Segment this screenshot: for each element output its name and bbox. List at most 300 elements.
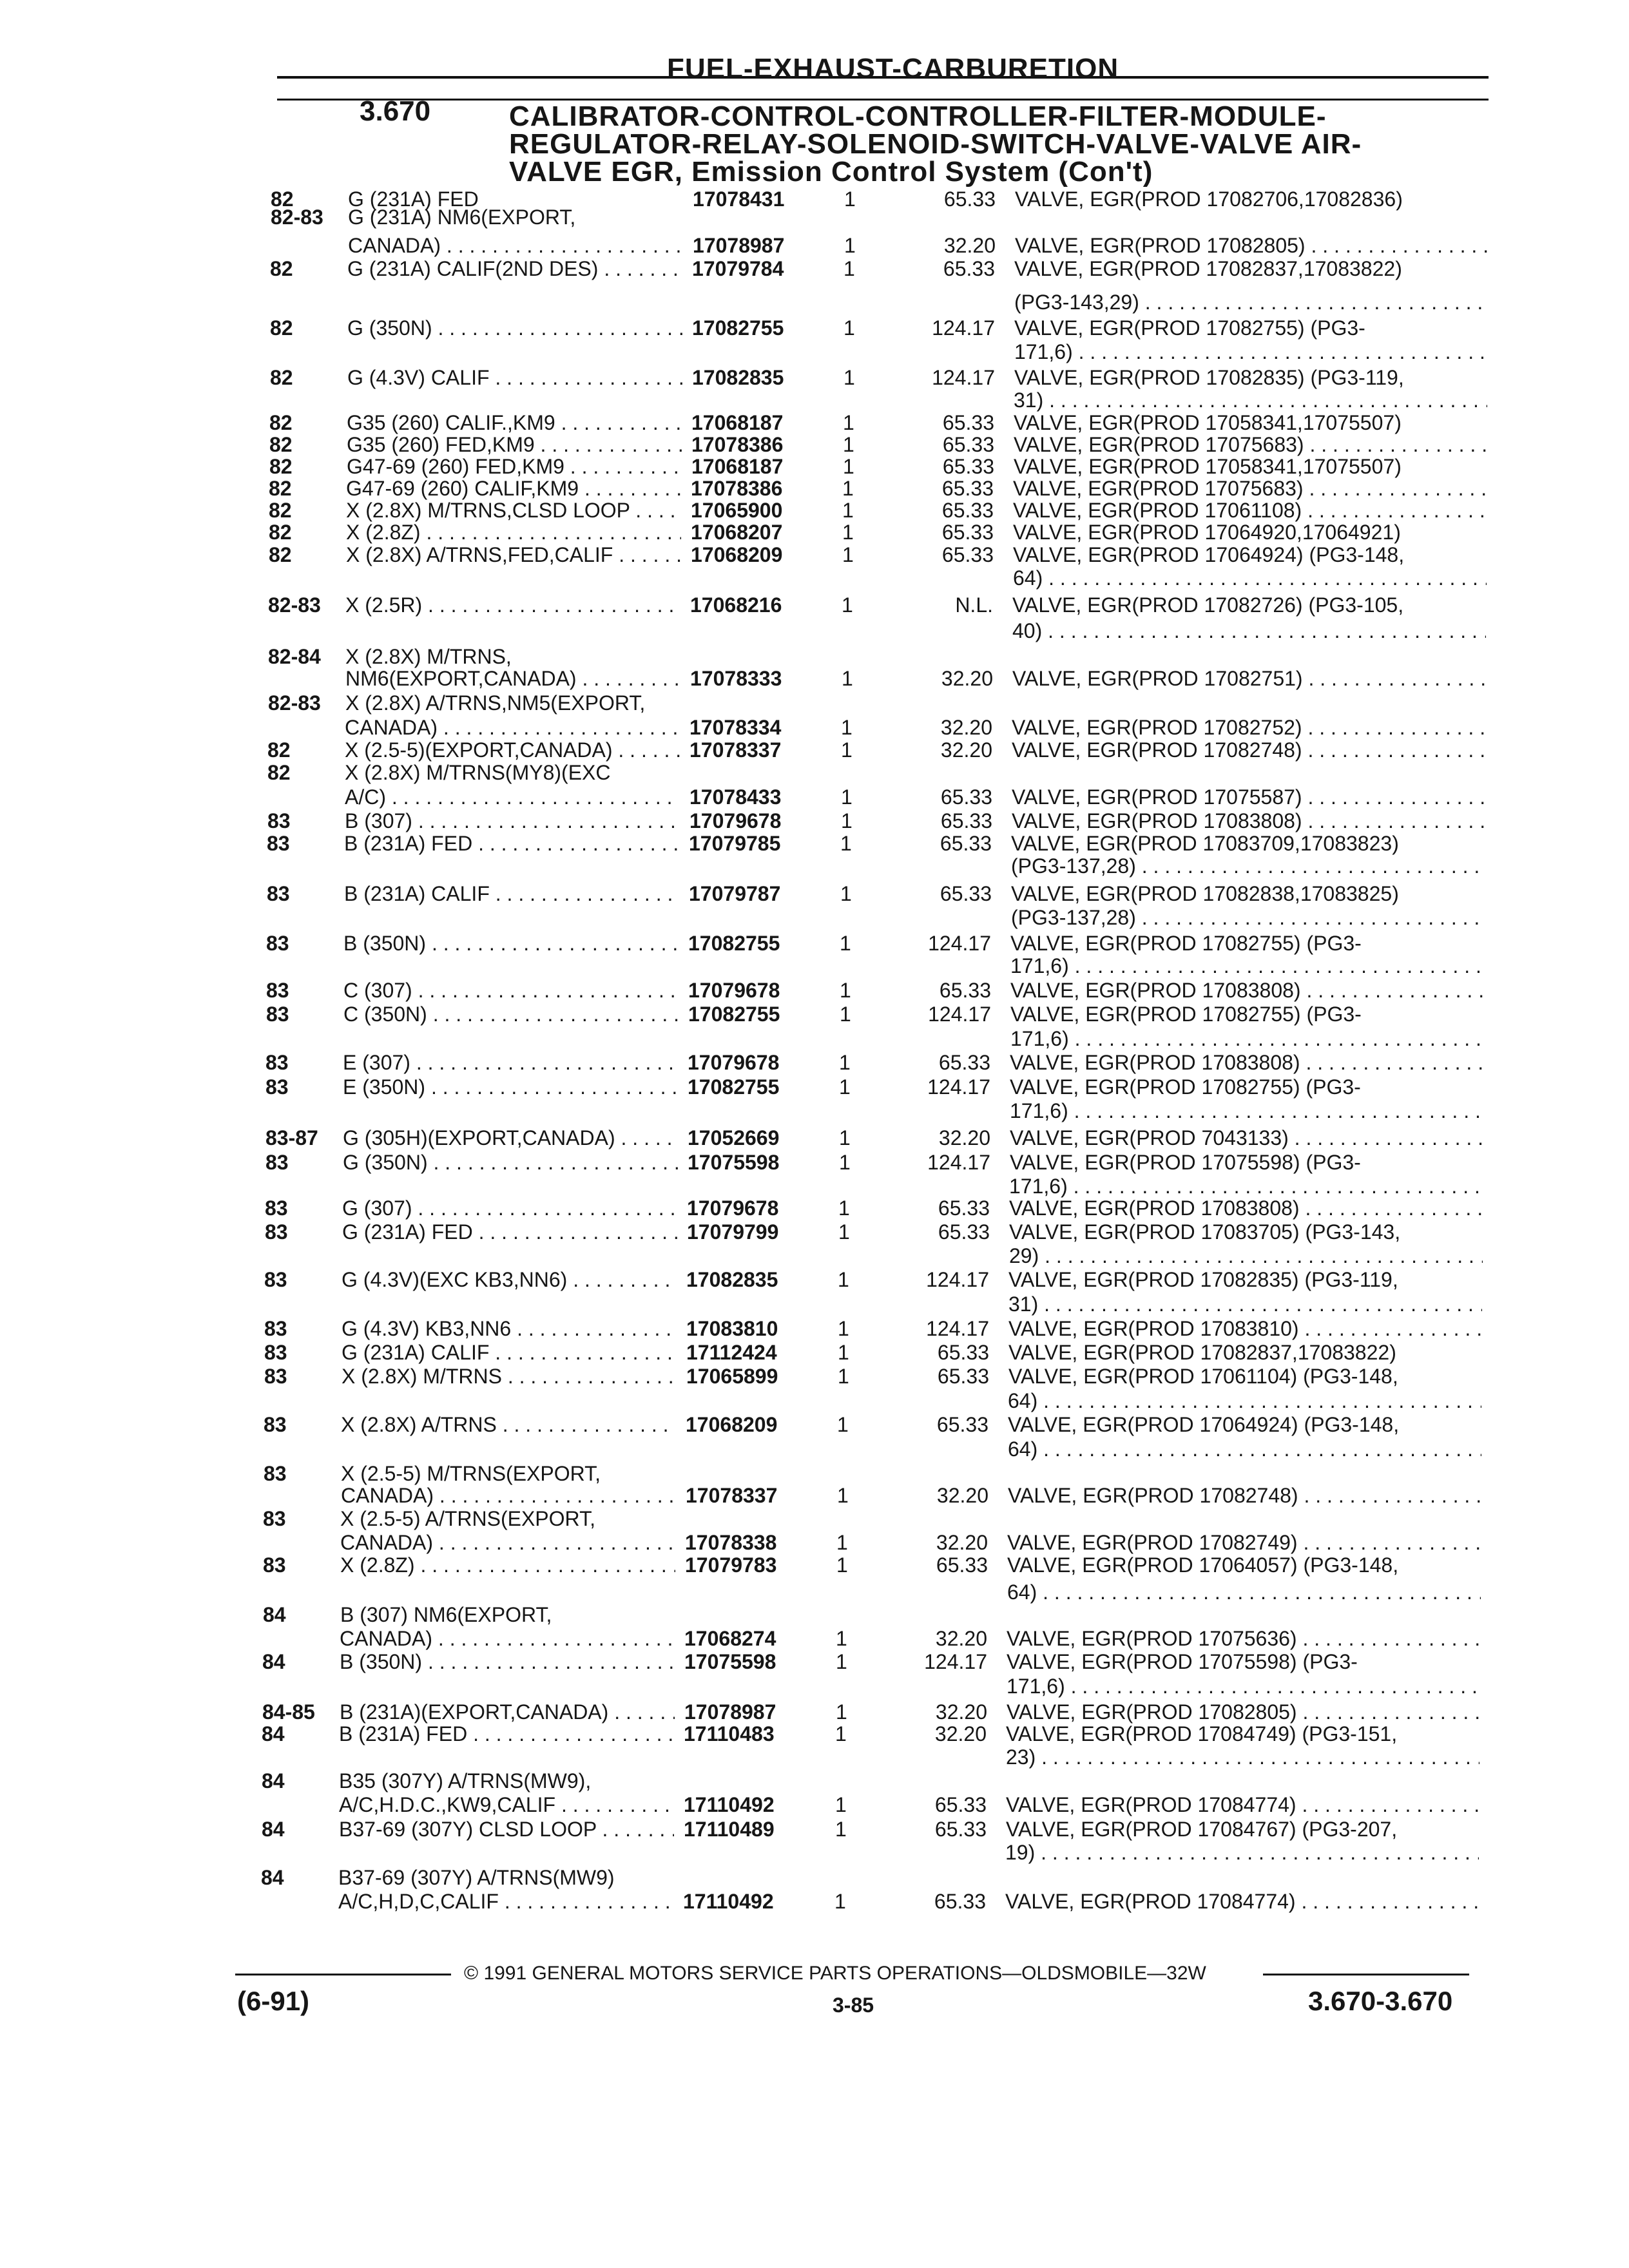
list-price: N.L. [955, 593, 993, 617]
application-description: X (2.8X) M/TRNS, [345, 645, 512, 668]
table-row [0, 831, 1629, 857]
model-year: 83 [266, 979, 289, 1002]
quantity: 1 [843, 257, 855, 280]
part-remark: VALVE, EGR(PROD 17082752) . . . [1012, 715, 1485, 740]
part-remark: 171,6) . . . [1007, 1674, 1480, 1698]
application-description: X (2.8X) A/TRNS,NM5(EXPORT, [345, 691, 646, 715]
model-year: 83 [264, 1317, 287, 1340]
table-row [0, 715, 1629, 741]
list-price: 124.17 [928, 932, 991, 955]
part-remark: 64) . . . [1013, 566, 1487, 590]
application-description: G (231A) NM6(EXPORT, [348, 206, 576, 229]
table-row [0, 931, 1629, 957]
table-row [0, 1267, 1629, 1293]
model-year: 82-83 [268, 593, 321, 617]
part-remark: VALVE, EGR(PROD 17082805) . . . [1007, 1700, 1480, 1724]
application-description: E (350N) . . . [343, 1075, 678, 1099]
list-price: 65.33 [937, 1341, 989, 1364]
quantity: 1 [835, 1793, 847, 1816]
part-remark: VALVE, EGR(PROD 17082749) . . . [1007, 1530, 1481, 1555]
application-description: G (231A) CALIF . . . [342, 1340, 677, 1365]
part-remark: 64) . . . [1008, 1389, 1481, 1413]
application-description: B (231A) FED . . . [339, 1722, 674, 1746]
part-remark: VALVE, EGR(PROD 17082835) (PG3-119, [1014, 366, 1404, 389]
part-number: 17110489 [684, 1818, 775, 1841]
part-number: 17082755 [688, 932, 780, 955]
quantity: 1 [839, 1051, 851, 1074]
list-price: 65.33 [942, 433, 994, 456]
part-remark: VALVE, EGR(PROD 7043133) . . . [1010, 1126, 1483, 1150]
part-remark: VALVE, EGR(PROD 17061108) . . . [1013, 498, 1487, 523]
application-description: G (231A) FED [348, 187, 479, 211]
application-description: B (231A)(EXPORT,CANADA) . . . [340, 1700, 675, 1724]
list-price: 65.33 [942, 411, 994, 434]
application-description: B37-69 (307Y) CLSD LOOP . . . [339, 1817, 674, 1841]
part-remark: VALVE, EGR(PROD 17084774) . . . [1005, 1889, 1479, 1914]
list-price: 32.20 [934, 1722, 987, 1745]
part-number: 17082835 [686, 1268, 778, 1291]
quantity: 1 [839, 1151, 851, 1174]
model-year: 83 [263, 1553, 286, 1577]
quantity: 1 [844, 234, 856, 257]
list-price: 32.20 [940, 738, 992, 762]
part-remark: 31) . . . [1008, 1292, 1482, 1316]
table-row [0, 854, 1629, 879]
quantity: 1 [843, 433, 854, 456]
quantity: 1 [838, 1220, 850, 1244]
list-price: 65.33 [941, 499, 994, 522]
model-year: 83 [265, 1051, 289, 1074]
table-row [0, 1889, 1629, 1915]
application-description: X (2.8Z) . . . [340, 1553, 675, 1577]
list-price: 65.33 [940, 809, 992, 832]
quantity: 1 [842, 477, 854, 500]
application-description: G35 (260) CALIF.,KM9 . . . [347, 410, 682, 435]
list-price: 65.33 [934, 1793, 987, 1816]
application-description: G47-69 (260) FED,KM9 . . . [347, 454, 682, 479]
list-price: 65.33 [941, 477, 994, 500]
part-remark: VALVE, EGR(PROD 17082706,17082836) [1015, 187, 1403, 211]
table-row [0, 1050, 1629, 1076]
application-description: X (2.5-5) M/TRNS(EXPORT, [341, 1462, 601, 1485]
quantity: 1 [836, 1553, 848, 1577]
part-remark: VALVE, EGR(PROD 17083808) . . . [1009, 1196, 1483, 1220]
model-year: 82 [267, 761, 291, 784]
application-description: X (2.5-5)(EXPORT,CANADA) . . . [345, 738, 680, 762]
quantity: 1 [841, 716, 853, 739]
part-remark: 171,6) . . . [1014, 340, 1488, 364]
model-year: 83 [264, 1268, 287, 1291]
application-description: B35 (307Y) A/TRNS(MW9), [339, 1769, 592, 1792]
part-number: 17065900 [691, 499, 783, 522]
application-description: A/C) . . . [345, 785, 680, 809]
part-number: 17078433 [689, 785, 782, 809]
model-year: 82-83 [271, 206, 323, 229]
table-row [0, 1389, 1629, 1414]
quantity: 1 [834, 1890, 846, 1913]
part-remark: VALVE, EGR(PROD 17082748) . . . [1012, 738, 1485, 762]
quantity: 1 [841, 785, 853, 809]
quantity: 1 [835, 1722, 847, 1745]
table-row [0, 760, 1629, 786]
part-remark: VALVE, EGR(PROD 17084749) (PG3-151, [1006, 1722, 1398, 1745]
quantity: 1 [836, 1627, 847, 1650]
application-description: A/C,H,D,C,CALIF . . . [338, 1889, 673, 1914]
part-remark: VALVE, EGR(PROD 17082755) (PG3- [1010, 932, 1362, 955]
part-number: 17068187 [691, 455, 784, 478]
table-row [0, 619, 1629, 644]
part-remark: VALVE, EGR(PROD 17083808) . . . [1012, 809, 1485, 833]
part-number: 17079787 [689, 882, 781, 905]
part-number: 17079799 [687, 1220, 779, 1244]
part-number: 17082755 [688, 1075, 780, 1099]
table-row [0, 954, 1629, 979]
application-description: C (307) . . . [343, 978, 679, 1003]
part-remark: 29) . . . [1009, 1244, 1483, 1268]
application-description: B (231A) FED . . . [344, 831, 679, 856]
application-description: X (2.8Z) . . . [346, 520, 681, 544]
part-remark: VALVE, EGR(PROD 17075636) . . . [1007, 1626, 1480, 1651]
part-remark: VALVE, EGR(PROD 17058341,17075507) [1014, 455, 1402, 478]
list-price: 32.20 [941, 667, 993, 690]
part-number: 17110492 [684, 1793, 775, 1816]
part-remark: VALVE, EGR(PROD 17075598) (PG3- [1007, 1650, 1358, 1673]
list-price: 65.33 [943, 257, 995, 280]
application-description: G (350N) . . . [347, 316, 682, 340]
part-number: 17068209 [691, 543, 783, 566]
list-price: 32.20 [935, 1627, 987, 1650]
part-number: 17068207 [691, 521, 783, 544]
model-year: 82 [269, 543, 292, 566]
quantity: 1 [840, 979, 851, 1002]
part-remark: 171,6) . . . [1010, 1026, 1484, 1051]
model-year: 82 [269, 499, 292, 522]
model-year: 83-87 [265, 1126, 318, 1149]
table-row [0, 1244, 1629, 1269]
application-description: CANADA) . . . [340, 1530, 675, 1555]
application-description: X (2.5R) . . . [345, 593, 680, 617]
part-number: 17079678 [687, 1196, 779, 1220]
model-year: 84 [262, 1769, 285, 1792]
table-row [0, 1626, 1629, 1652]
list-price: 32.20 [936, 1484, 988, 1507]
application-description: G (4.3V) KB3,NN6 . . . [342, 1316, 677, 1341]
quantity: 1 [838, 1268, 849, 1291]
part-number: 17075598 [684, 1650, 776, 1673]
part-number: 17068274 [684, 1627, 776, 1650]
part-remark: VALVE, EGR(PROD 17082837,17083822) [1008, 1341, 1396, 1364]
part-remark: VALVE, EGR(PROD 17084774) . . . [1006, 1792, 1480, 1817]
list-price: 65.33 [939, 979, 991, 1002]
application-description: A/C,H.D.C.,KW9,CALIF . . . [339, 1792, 674, 1817]
model-year: 82-84 [268, 645, 321, 668]
part-remark: VALVE, EGR(PROD 17082755) (PG3- [1010, 1003, 1362, 1026]
part-number: 17078386 [691, 433, 784, 456]
quantity: 1 [838, 1365, 849, 1388]
part-number: 17082755 [688, 1003, 780, 1026]
list-price: 65.33 [937, 1365, 989, 1388]
model-year: 83 [264, 1462, 287, 1485]
part-remark: VALVE, EGR(PROD 17084767) (PG3-207, [1006, 1818, 1398, 1841]
quantity: 1 [839, 1075, 851, 1099]
model-year: 83 [265, 1196, 288, 1220]
part-number: 17079678 [688, 1051, 780, 1074]
model-year: 83 [267, 809, 291, 832]
table-row [0, 340, 1629, 365]
model-year: 83 [264, 1365, 287, 1388]
model-year: 84 [262, 1818, 285, 1841]
part-remark: 40) . . . [1012, 619, 1486, 643]
table-row [0, 1602, 1629, 1628]
application-description: B37-69 (307Y) A/TRNS(MW9) [338, 1866, 615, 1889]
application-description: E (307) . . . [343, 1050, 678, 1075]
quantity: 1 [840, 882, 852, 905]
part-number: 17078337 [689, 738, 782, 762]
application-description: X (2.8X) A/TRNS . . . [341, 1412, 676, 1437]
part-remark: VALVE, EGR(PROD 17058341,17075507) [1014, 411, 1402, 434]
table-row [0, 365, 1629, 391]
quantity: 1 [843, 455, 854, 478]
model-year: 82 [271, 187, 294, 211]
table-row [0, 1437, 1629, 1463]
model-year: 83 [264, 1341, 287, 1364]
footer-section-range: 3.670-3.670 [1308, 1986, 1453, 2016]
quantity: 1 [841, 809, 853, 832]
list-price: 65.33 [940, 882, 992, 905]
application-description: B (350N) . . . [343, 931, 679, 956]
part-remark: VALVE, EGR(PROD 17083709,17083823) [1011, 832, 1399, 855]
table-row [0, 1075, 1629, 1100]
part-number: 17065899 [686, 1365, 778, 1388]
part-remark: VALVE, EGR(PROD 17083808) . . . [1010, 978, 1484, 1003]
list-price: 65.33 [938, 1220, 990, 1244]
part-remark: 31) . . . [1014, 388, 1487, 412]
model-year: 82 [269, 455, 293, 478]
model-year: 83 [265, 1151, 289, 1174]
part-remark: VALVE, EGR(PROD 17075683) . . . [1014, 432, 1487, 457]
application-description: X (2.8X) M/TRNS,CLSD LOOP . . . [346, 498, 681, 523]
quantity: 1 [840, 932, 851, 955]
quantity: 1 [839, 1126, 851, 1149]
list-price: 32.20 [943, 234, 996, 257]
quantity: 1 [835, 1818, 847, 1841]
part-remark: VALVE, EGR(PROD 17082748) . . . [1008, 1483, 1481, 1508]
section-title-line-2: REGULATOR-RELAY-SOLENOID-SWITCH-VALVE-VALVE AIR- [509, 128, 1362, 160]
part-remark: VALVE, EGR(PROD 17082838,17083825) [1011, 882, 1399, 905]
part-number: 17075598 [688, 1151, 780, 1174]
application-description: G (231A) FED . . . [342, 1220, 677, 1244]
part-number: 17068216 [690, 593, 782, 617]
table-row [0, 1792, 1629, 1818]
footer-rule-left [235, 1974, 451, 1975]
table-row [0, 1412, 1629, 1438]
part-remark: VALVE, EGR(PROD 17082837,17083822) [1014, 257, 1402, 280]
table-row [0, 978, 1629, 1004]
part-remark: VALVE, EGR(PROD 17083705) (PG3-143, [1009, 1220, 1401, 1244]
list-price: 124.17 [932, 316, 995, 340]
footer-copyright: © 1991 GENERAL MOTORS SERVICE PARTS OPERATIONS—OLDSMOBILE—32W [464, 1963, 1206, 1984]
table-row [0, 1769, 1629, 1794]
application-description: B (350N) . . . [340, 1649, 675, 1674]
list-price: 32.20 [938, 1126, 990, 1149]
part-remark: (PG3-137,28) . . . [1011, 905, 1485, 930]
quantity: 1 [838, 1341, 849, 1364]
model-year: 83 [263, 1507, 286, 1530]
table-row [0, 1817, 1629, 1843]
list-price: 124.17 [926, 1268, 989, 1291]
quantity: 1 [840, 832, 852, 855]
table-row [0, 316, 1629, 341]
table-row [0, 593, 1629, 619]
table-row [0, 691, 1629, 716]
table-row [0, 1506, 1629, 1532]
part-remark: 171,6) . . . [1010, 1099, 1483, 1123]
part-remark: VALVE, EGR(PROD 17082755) (PG3- [1010, 1075, 1361, 1099]
table-row [0, 905, 1629, 931]
quantity: 1 [842, 521, 854, 544]
part-remark: VALVE, EGR(PROD 17064920,17064921) [1013, 521, 1401, 544]
table-row [0, 1865, 1629, 1891]
application-description: C (350N) . . . [343, 1002, 679, 1026]
table-row [0, 809, 1629, 834]
list-price: 65.33 [941, 543, 994, 566]
list-price: 65.33 [942, 455, 994, 478]
list-price: 124.17 [928, 1003, 991, 1026]
model-year: 83 [266, 932, 289, 955]
quantity: 1 [843, 411, 854, 434]
quantity: 1 [841, 738, 853, 762]
list-price: 65.33 [936, 1413, 988, 1436]
application-description: X (2.8X) A/TRNS,FED,CALIF . . . [346, 543, 681, 567]
quantity: 1 [837, 1413, 849, 1436]
part-number: 17052669 [688, 1126, 780, 1149]
part-number: 17078337 [686, 1484, 778, 1507]
model-year: 84 [262, 1650, 285, 1673]
footer-page-number: 3-85 [833, 1994, 874, 2017]
application-description: CANADA) . . . [340, 1626, 675, 1651]
part-remark: VALVE, EGR(PROD 17083808) . . . [1010, 1050, 1483, 1075]
table-row [0, 1745, 1629, 1771]
list-price: 124.17 [924, 1650, 987, 1673]
part-remark: (PG3-137,28) . . . [1011, 854, 1485, 878]
quantity: 1 [844, 187, 856, 211]
part-number: 17082755 [692, 316, 784, 340]
footer-date: (6-91) [237, 1986, 310, 2016]
quantity: 1 [842, 667, 853, 690]
application-description: G47-69 (260) CALIF,KM9 . . . [346, 476, 681, 501]
table-row [0, 1196, 1629, 1222]
model-year: 83 [267, 832, 290, 855]
part-remark: VALVE, EGR(PROD 17082835) (PG3-119, [1008, 1268, 1398, 1291]
part-number: 17110483 [684, 1722, 775, 1745]
table-row [0, 1840, 1629, 1866]
application-description: CANADA) . . . [341, 1483, 676, 1508]
application-description: B (307) NM6(EXPORT, [340, 1603, 552, 1626]
part-remark: VALVE, EGR(PROD 17083810) . . . [1008, 1316, 1482, 1341]
part-number: 17078338 [685, 1531, 777, 1554]
table-row [0, 1530, 1629, 1556]
table-row [0, 566, 1629, 591]
application-description: G (4.3V) CALIF . . . [347, 365, 682, 390]
part-remark: (PG3-143,29) . . . [1014, 290, 1488, 314]
part-number: 17068209 [686, 1413, 778, 1436]
table-row [0, 881, 1629, 907]
application-description: CANADA) . . . [345, 715, 680, 740]
section-number: 3.670 [360, 95, 431, 127]
list-price: 65.33 [940, 785, 992, 809]
application-description: G (4.3V)(EXC KB3,NN6) . . . [342, 1267, 677, 1292]
part-number: 17083810 [686, 1317, 778, 1340]
quantity: 1 [836, 1700, 847, 1724]
list-price: 65.33 [934, 1890, 986, 1913]
part-number: 17079784 [692, 257, 784, 280]
part-number: 17078334 [689, 716, 782, 739]
part-number: 17078333 [690, 667, 782, 690]
model-year: 82 [269, 521, 292, 544]
application-description: X (2.8X) M/TRNS . . . [342, 1364, 677, 1389]
part-remark: VALVE, EGR(PROD 17075598) (PG3- [1010, 1151, 1361, 1174]
application-description: X (2.5-5) A/TRNS(EXPORT, [340, 1507, 595, 1530]
model-year: 82 [270, 366, 293, 389]
model-year: 82-83 [268, 691, 321, 715]
table-row [0, 1364, 1629, 1390]
quantity: 1 [836, 1531, 848, 1554]
part-number: 17082835 [692, 366, 784, 389]
table-row [0, 1220, 1629, 1245]
part-remark: 171,6) . . . [1010, 954, 1484, 978]
application-description: G (305H)(EXPORT,CANADA) . . . [343, 1126, 678, 1150]
table-row [0, 543, 1629, 568]
table-row [0, 205, 1629, 231]
part-remark: 23) . . . [1006, 1745, 1480, 1769]
part-remark: VALVE, EGR(PROD 17082755) (PG3- [1014, 316, 1365, 340]
table-row [0, 520, 1629, 546]
table-row [0, 1580, 1629, 1606]
part-remark: VALVE, EGR(PROD 17064057) (PG3-148, [1007, 1553, 1399, 1577]
table-row [0, 1483, 1629, 1509]
model-year: 84 [261, 1866, 284, 1889]
part-remark: VALVE, EGR(PROD 17064924) (PG3-148, [1013, 543, 1405, 566]
list-price: 124.17 [926, 1317, 989, 1340]
part-number: 17079783 [685, 1553, 777, 1577]
part-number: 17078987 [684, 1700, 776, 1724]
application-description: NM6(EXPORT,CANADA) . . . [345, 666, 680, 691]
part-remark: 64) . . . [1008, 1437, 1481, 1461]
list-price: 65.33 [940, 832, 992, 855]
table-row [0, 1126, 1629, 1151]
quantity: 1 [843, 316, 855, 340]
application-description: B (307) . . . [345, 809, 680, 833]
list-price: 65.33 [934, 1818, 987, 1841]
part-remark: VALVE, EGR(PROD 17064924) (PG3-148, [1008, 1413, 1400, 1436]
table-row [0, 1150, 1629, 1176]
list-price: 65.33 [943, 187, 996, 211]
table-row [0, 738, 1629, 764]
page-header-title: FUEL-EXHAUST-CARBURETION [667, 53, 1119, 84]
part-remark: VALVE, EGR(PROD 17061104) (PG3-148, [1008, 1365, 1398, 1388]
model-year: 83 [267, 882, 290, 905]
application-description: X (2.8X) M/TRNS(MY8)(EXC [345, 761, 611, 784]
application-description: G (350N) . . . [343, 1150, 678, 1175]
list-price: 32.20 [935, 1700, 987, 1724]
table-row [0, 785, 1629, 811]
table-row [0, 233, 1629, 259]
table-row [0, 290, 1629, 316]
list-price: 124.17 [932, 366, 995, 389]
quantity: 1 [837, 1484, 849, 1507]
application-description: CANADA) . . . [348, 233, 683, 258]
quantity: 1 [842, 543, 854, 566]
